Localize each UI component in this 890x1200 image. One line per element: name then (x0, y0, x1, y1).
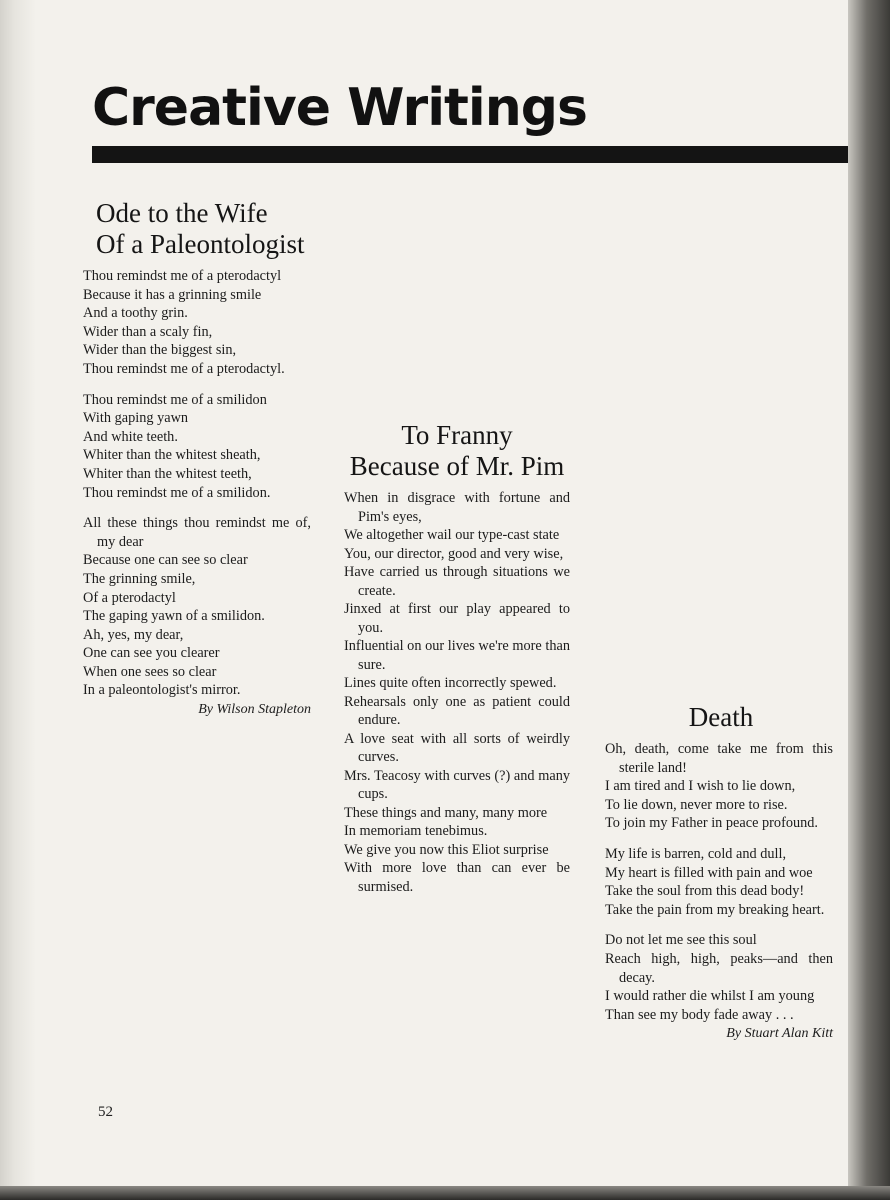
stanza (83, 391, 311, 503)
poem-line: Wider than a scaly fin, (83, 323, 213, 340)
page-number: 52 (98, 1104, 113, 1120)
poem-line: Reach high, high, peaks—and then decay. (605, 950, 833, 986)
book-edge-right (848, 0, 890, 1200)
poem-line: And white teeth. (83, 428, 178, 445)
poem-line: All these things thou remindst me of, my dear (83, 515, 311, 550)
poem-line: Thou remindst me of a smilidon (83, 391, 267, 408)
poem-line: Thou remindst me of a smilidon. (83, 484, 271, 501)
poem-line: We altogether wail our type-cast state (344, 527, 560, 543)
poem-line: A love seat with all sorts of weirdly curves. (344, 730, 570, 765)
poem-byline: By Stuart Alan Kitt (726, 1026, 833, 1042)
poem-line: Because it has a grinning smile (83, 286, 262, 303)
title-underline-bar (92, 146, 848, 163)
stanza (83, 267, 311, 379)
poem-line: In a paleontologist's mirror. (83, 682, 241, 699)
poem-death (605, 702, 833, 1042)
poem-title: Ode to the Wife Of a Paleontologist (96, 198, 305, 259)
poem-line: The grinning smile, (83, 570, 196, 587)
poem-line: Than see my body fade away . . . (605, 1006, 794, 1023)
poem-line: Of a pterodactyl (83, 589, 176, 606)
poem-line: Oh, death, come take me from this sterile land! (605, 741, 833, 776)
poem-line: Rehearsals only one as patient could endure. (344, 693, 570, 728)
poem-line: Do not let me see this soul (605, 932, 757, 949)
poem-line: My heart is filled with pain and woe (605, 864, 813, 881)
poem-line: Ah, yes, my dear, (83, 626, 184, 643)
poem-line: Take the soul from this dead body! (605, 883, 805, 900)
poem-line: In memoriam tenebimus. (344, 823, 488, 839)
poem-title: To Franny Because of Mr. Pim (349, 420, 565, 481)
poem-line: I would rather die whilst I am young (605, 988, 815, 1005)
poem-line: Take the pain from my breaking heart. (605, 901, 825, 918)
page-binding-shadow (0, 0, 36, 1200)
poem-line: When one sees so clear (83, 663, 217, 680)
poem-body (344, 489, 570, 896)
poem-line: Whiter than the whitest teeth, (83, 465, 252, 482)
stanza (344, 489, 570, 896)
poem-body (605, 740, 833, 1024)
poem-line: Thou remindst me of a pterodactyl. (83, 360, 285, 377)
poem-line: Lines quite often incorrectly spewed. (344, 675, 557, 691)
poem-to-franny (344, 420, 570, 908)
poem-line: To join my Father in peace profound. (605, 815, 819, 832)
page-title: Creative Writings (92, 78, 587, 138)
poem-line: With more love than can ever be surmised. (344, 860, 570, 895)
poem-line: Wider than the biggest sin, (83, 342, 237, 359)
poem-line: Thou remindst me of a pterodactyl (83, 268, 282, 284)
poem-line: Whiter than the whitest sheath, (83, 447, 261, 464)
poem-line: Have carried us through situations we create. (344, 564, 570, 599)
poem-line: I am tired and I wish to lie down, (605, 778, 796, 795)
poem-line: Mrs. Teacosy with curves (?) and many cups. (344, 767, 570, 802)
poem-title: Death (688, 702, 754, 732)
stanza (605, 740, 833, 833)
poem-line: We give you now this Eliot surprise (344, 841, 549, 858)
poem-line: These things and many, many more (344, 804, 548, 821)
poem-line: Because one can see so clear (83, 552, 248, 569)
poem-line: With gaping yawn (83, 410, 189, 427)
poem-byline: By Wilson Stapleton (198, 702, 311, 718)
book-edge-bottom (0, 1186, 890, 1200)
poem-line: To lie down, never more to rise. (605, 796, 788, 813)
poem-line: When in disgrace with fortune and Pim's eyes, (344, 490, 570, 525)
stanza (605, 845, 833, 919)
stanza (83, 514, 311, 700)
poem-ode-to-the-wife (83, 198, 311, 718)
poem-line: Influential on our lives we're more than sure. (344, 638, 570, 673)
poem-line: My life is barren, cold and dull, (605, 845, 787, 862)
stanza (605, 931, 833, 1024)
poem-line: One can see you clearer (83, 645, 220, 662)
poem-line: And a toothy grin. (83, 305, 188, 322)
poem-line: Jinxed at first our play appeared to you. (344, 601, 570, 636)
poem-line: The gaping yawn of a smilidon. (83, 608, 265, 625)
poem-body (83, 267, 311, 700)
poem-line: You, our director, good and very wise, (344, 545, 564, 562)
